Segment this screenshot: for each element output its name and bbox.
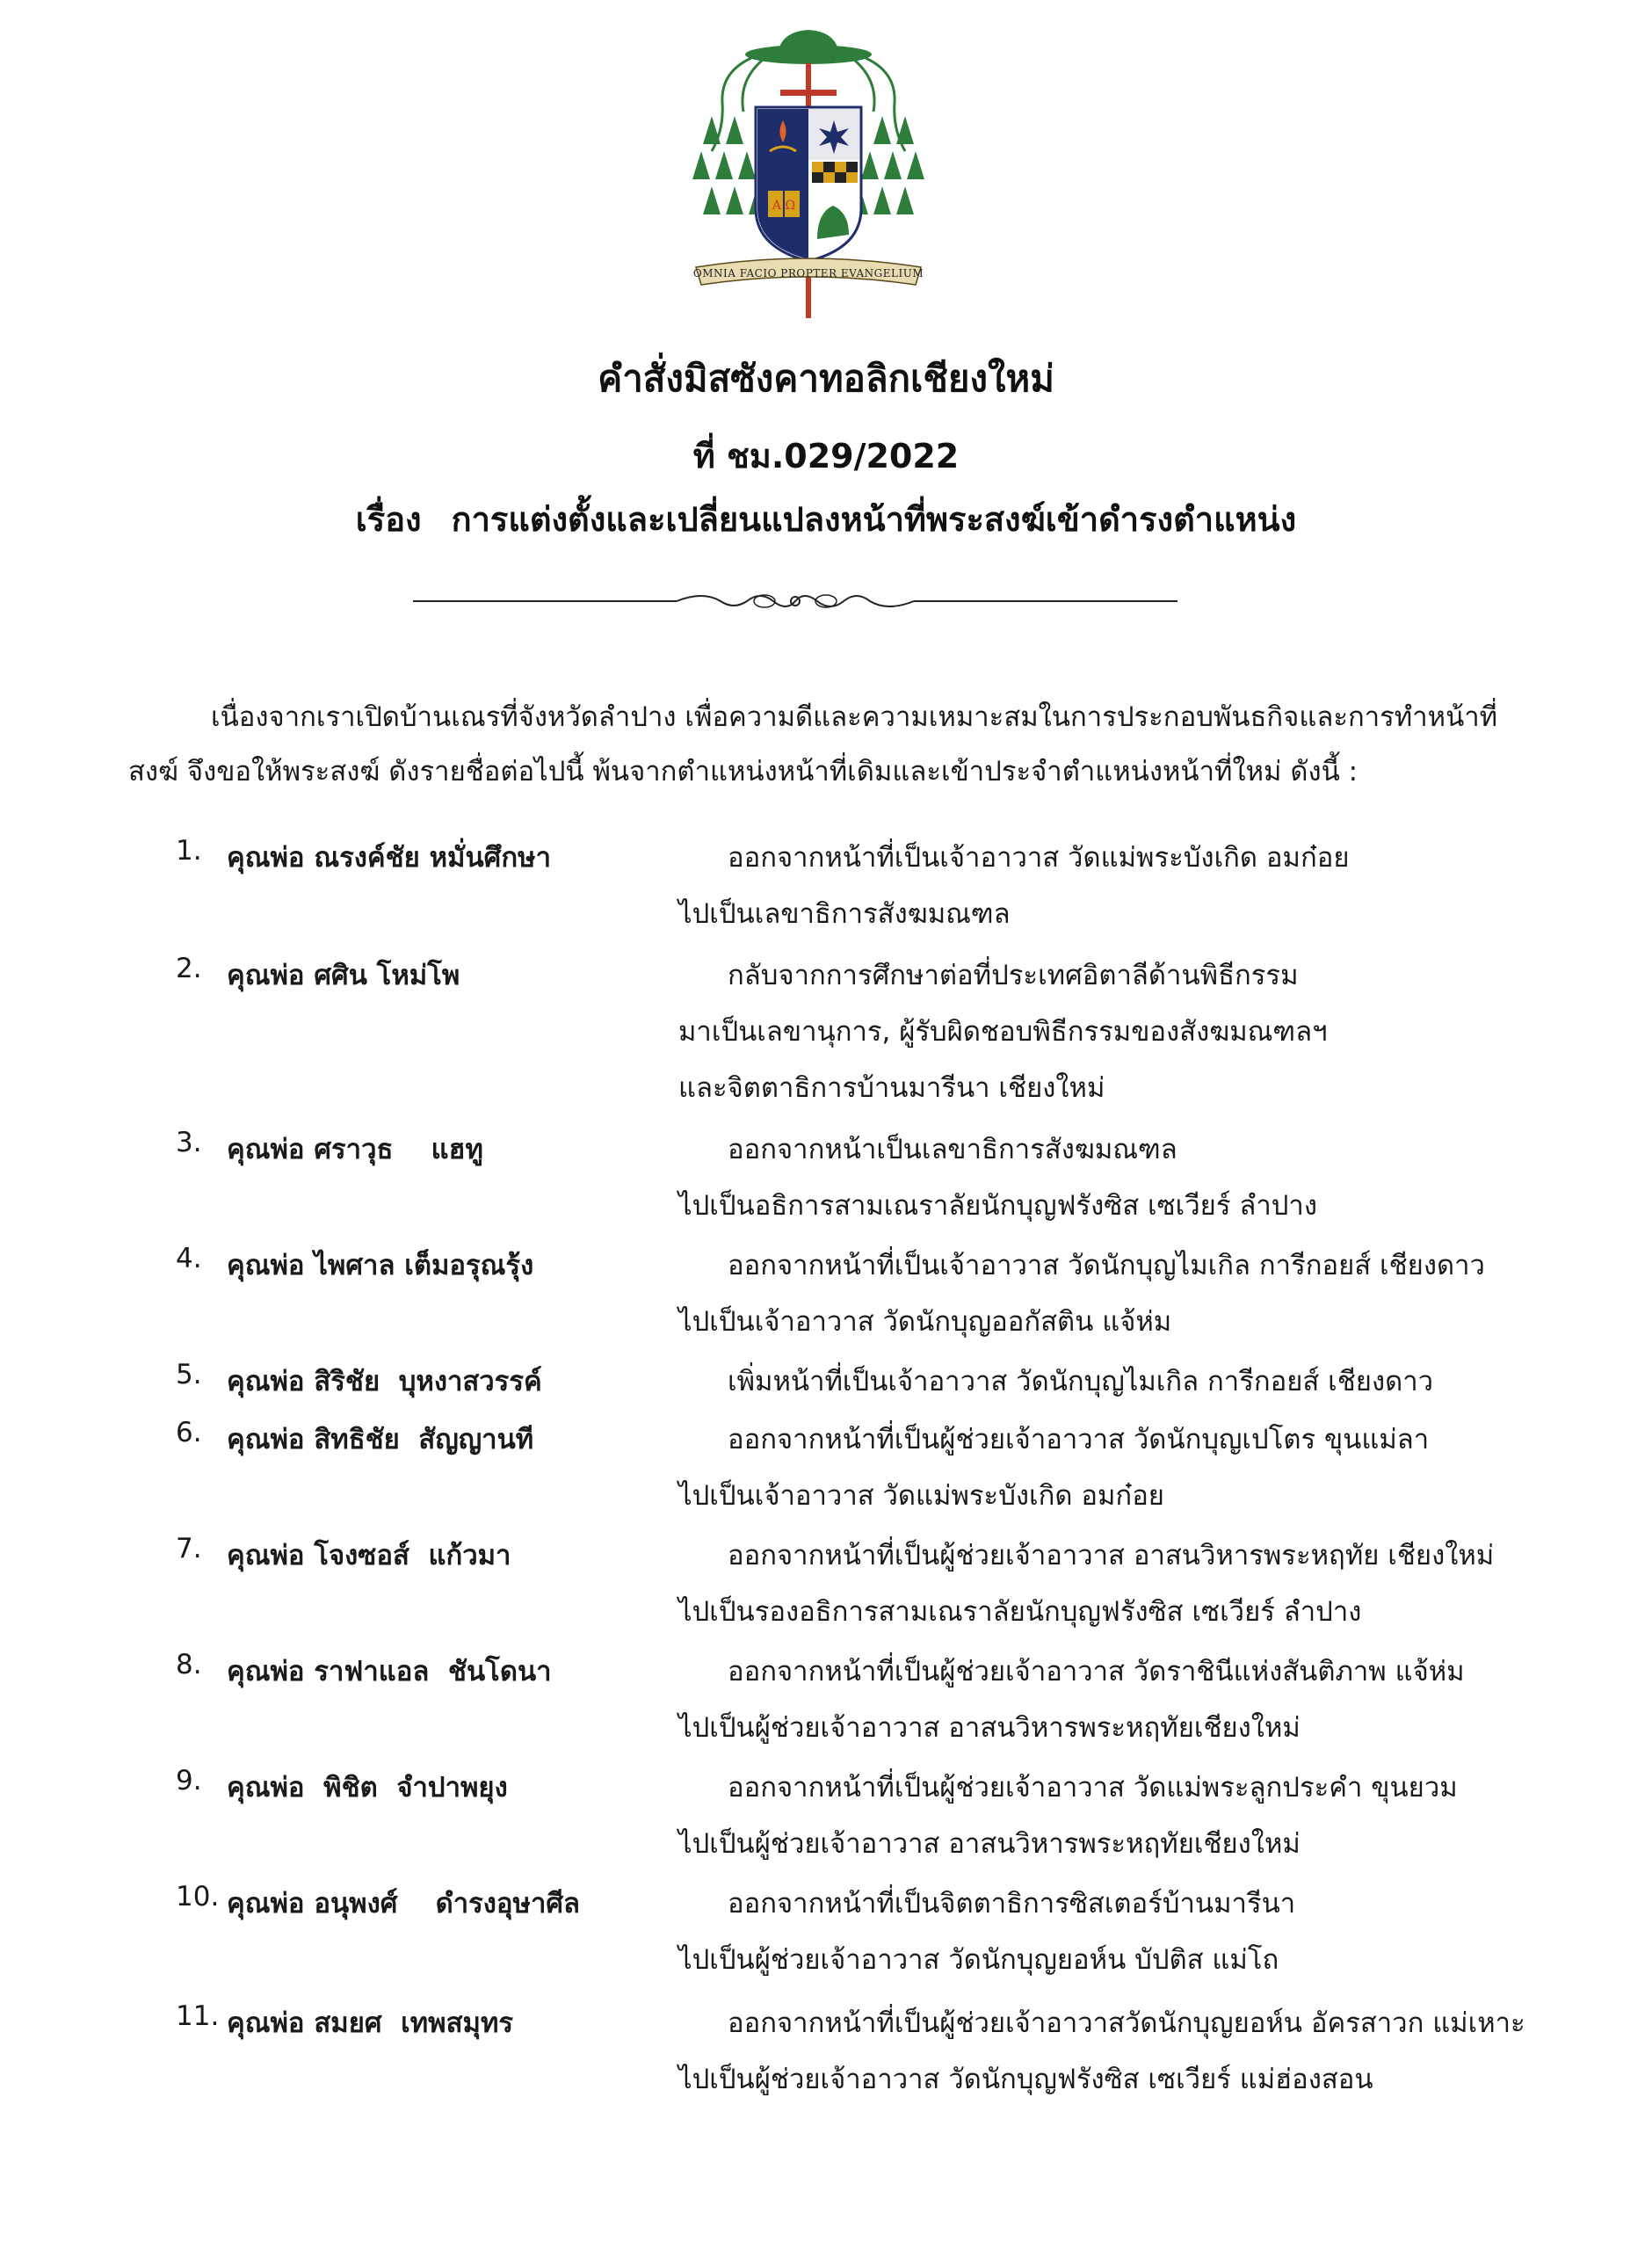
assignment-line: ออกจากหน้าที่เป็นผู้ช่วยเจ้าอาวาส วัดราชินีแห่งสันติภาพ แจ้ห่ม (728, 1656, 1465, 1688)
priest-name: คุณพ่อ สมยศ เทพสมุทร (227, 2007, 514, 2039)
assignment-line: ออกจากหน้าที่เป็นผู้ช่วยเจ้าอาวาส อาสนวิหารพระหฤทัย เชียงใหม่ (728, 1540, 1495, 1571)
item-number: 8. (176, 1649, 202, 1680)
priest-name: คุณพ่อ ณรงค์ชัย หมั่นศึกษา (227, 842, 551, 874)
assignment-line: กลับจากการศึกษาต่อที่ประเทศอิตาลีด้านพิธีกรรม (728, 960, 1299, 991)
item-number: 4. (176, 1243, 202, 1274)
intro-line-2: สงฆ์ จึงขอให้พระสงฆ์ ดังรายชื่อต่อไปนี้ พ้นจากตำแหน่งหน้าที่เดิมและเข้าประจำตำแหน่งหน้าที่ใหม่ ดังนี้ : (128, 756, 1359, 788)
coat-of-arms-emblem (685, 19, 931, 323)
assignment-line: ออกจากหน้าเป็นเลขาธิการสังฆมณฑล (728, 1134, 1177, 1165)
priest-name: คุณพ่อ อนุพงศ์ ดำรงอุษาศีล (227, 1888, 581, 1920)
priest-name: คุณพ่อ ศราวุธ แฮทู (227, 1134, 483, 1165)
item-number: 7. (176, 1533, 202, 1564)
item-number: 2. (176, 953, 202, 984)
item-number: 3. (176, 1127, 202, 1158)
document-subject (0, 492, 1652, 546)
assignment-line: มาเป็นเลขานุการ, ผู้รับผิดชอบพิธีกรรมของสังฆมณฑลฯ (678, 1016, 1328, 1048)
item-number: 9. (176, 1765, 202, 1796)
assignment-line: ออกจากหน้าที่เป็นผู้ช่วยเจ้าอาวาส วัดนักบุญเปโตร ขุนแม่ลา (728, 1424, 1430, 1455)
assignment-line: ไปเป็นผู้ช่วยเจ้าอาวาส วัดนักบุญฟรังซิส เซเวียร์ แม่ฮ่องสอน (678, 2064, 1373, 2095)
ornamental-divider (413, 582, 1177, 621)
document-number: ที่ ชม.029/2022 (692, 437, 960, 475)
alpha-omega-text: A Ω (772, 199, 796, 213)
priest-name: คุณพ่อ ศศิน โหม่โพ (227, 960, 460, 991)
assignment-line: และจิตตาธิการบ้านมารีนา เชียงใหม่ (678, 1072, 1105, 1104)
document-title: คำสั่งมิสซังคาทอลิกเชียงใหม่ (598, 357, 1054, 400)
assignment-line: ออกจากหน้าที่เป็นเจ้าอาวาส วัดนักบุญไมเกิล การีกอยส์ เชียงดาว (728, 1250, 1485, 1281)
priest-name: คุณพ่อ ราฟาแอล ชันโดนา (227, 1656, 552, 1688)
priest-name: คุณพ่อ โจงซอส์ แก้วมา (227, 1540, 511, 1571)
assignment-line: ออกจากหน้าที่เป็นเจ้าอาวาส วัดแม่พระบังเกิด อมก๋อย (728, 842, 1350, 874)
assignment-line: ไปเป็นเจ้าอาวาส วัดแม่พระบังเกิด อมก๋อย (678, 1480, 1164, 1512)
assignment-line: ออกจากหน้าที่เป็นผู้ช่วยเจ้าอาวาส วัดแม่พระลูกประคำ ขุนยวม (728, 1772, 1458, 1804)
assignment-line: ไปเป็นอธิการสามเณราลัยนักบุญฟรังซิส เซเวียร์ ลำปาง (678, 1190, 1317, 1222)
motto-text: OMNIA FACIO PROPTER EVANGELIUM (692, 267, 924, 279)
assignment-line: ไปเป็นเลขาธิการสังฆมณฑล (678, 898, 1011, 930)
subject-text: การแต่งตั้งและเปลี่ยนแปลงหน้าที่พระสงฆ์เข้าดำรงตำแหน่ง (451, 500, 1297, 539)
subject-label: เรื่อง (355, 500, 422, 539)
assignment-line: ออกจากหน้าที่เป็นจิตตาธิการซิสเตอร์บ้านมารีนา (728, 1888, 1296, 1920)
priest-name: คุณพ่อ สิทธิชัย สัญญานที (227, 1424, 534, 1455)
item-number: 6. (176, 1417, 202, 1448)
priest-name: คุณพ่อ สิริชัย บุหงาสวรรค์ (227, 1366, 542, 1397)
item-number: 1. (176, 835, 202, 867)
item-number: 11. (176, 2000, 220, 2032)
assignment-line: ไปเป็นผู้ช่วยเจ้าอาวาส อาสนวิหารพระหฤทัยเชียงใหม่ (678, 1712, 1301, 1744)
item-number: 10. (176, 1881, 220, 1912)
item-number: 5. (176, 1359, 202, 1390)
assignment-line: ไปเป็นผู้ช่วยเจ้าอาวาส อาสนวิหารพระหฤทัยเชียงใหม่ (678, 1828, 1301, 1860)
assignment-line: เพิ่มหน้าที่เป็นเจ้าอาวาส วัดนักบุญไมเกิล การีกอยส์ เชียงดาว (728, 1366, 1434, 1397)
assignment-line: ไปเป็นรองอธิการสามเณราลัยนักบุญฟรังซิส เซเวียร์ ลำปาง (678, 1596, 1362, 1628)
assignment-line: ไปเป็นเจ้าอาวาส วัดนักบุญออกัสติน แจ้ห่ม (678, 1306, 1172, 1338)
assignment-line: ไปเป็นผู้ช่วยเจ้าอาวาส วัดนักบุญยอห์น บัปติส แม่โถ (678, 1944, 1279, 1976)
intro-line-1: เนื่องจากเราเปิดบ้านเณรที่จังหวัดลำปาง เพื่อความดีและความเหมาะสมในการประกอบพันธกิจและการทำหน้าที่ (211, 701, 1498, 733)
priest-name: คุณพ่อ พิชิต จำปาพยุง (227, 1772, 508, 1804)
assignment-line: ออกจากหน้าที่เป็นผู้ช่วยเจ้าอาวาสวัดนักบุญยอห์น อัครสาวก แม่เหาะ (728, 2007, 1525, 2039)
priest-name: คุณพ่อ ไพศาล เต็มอรุณรุ้ง (227, 1250, 534, 1281)
